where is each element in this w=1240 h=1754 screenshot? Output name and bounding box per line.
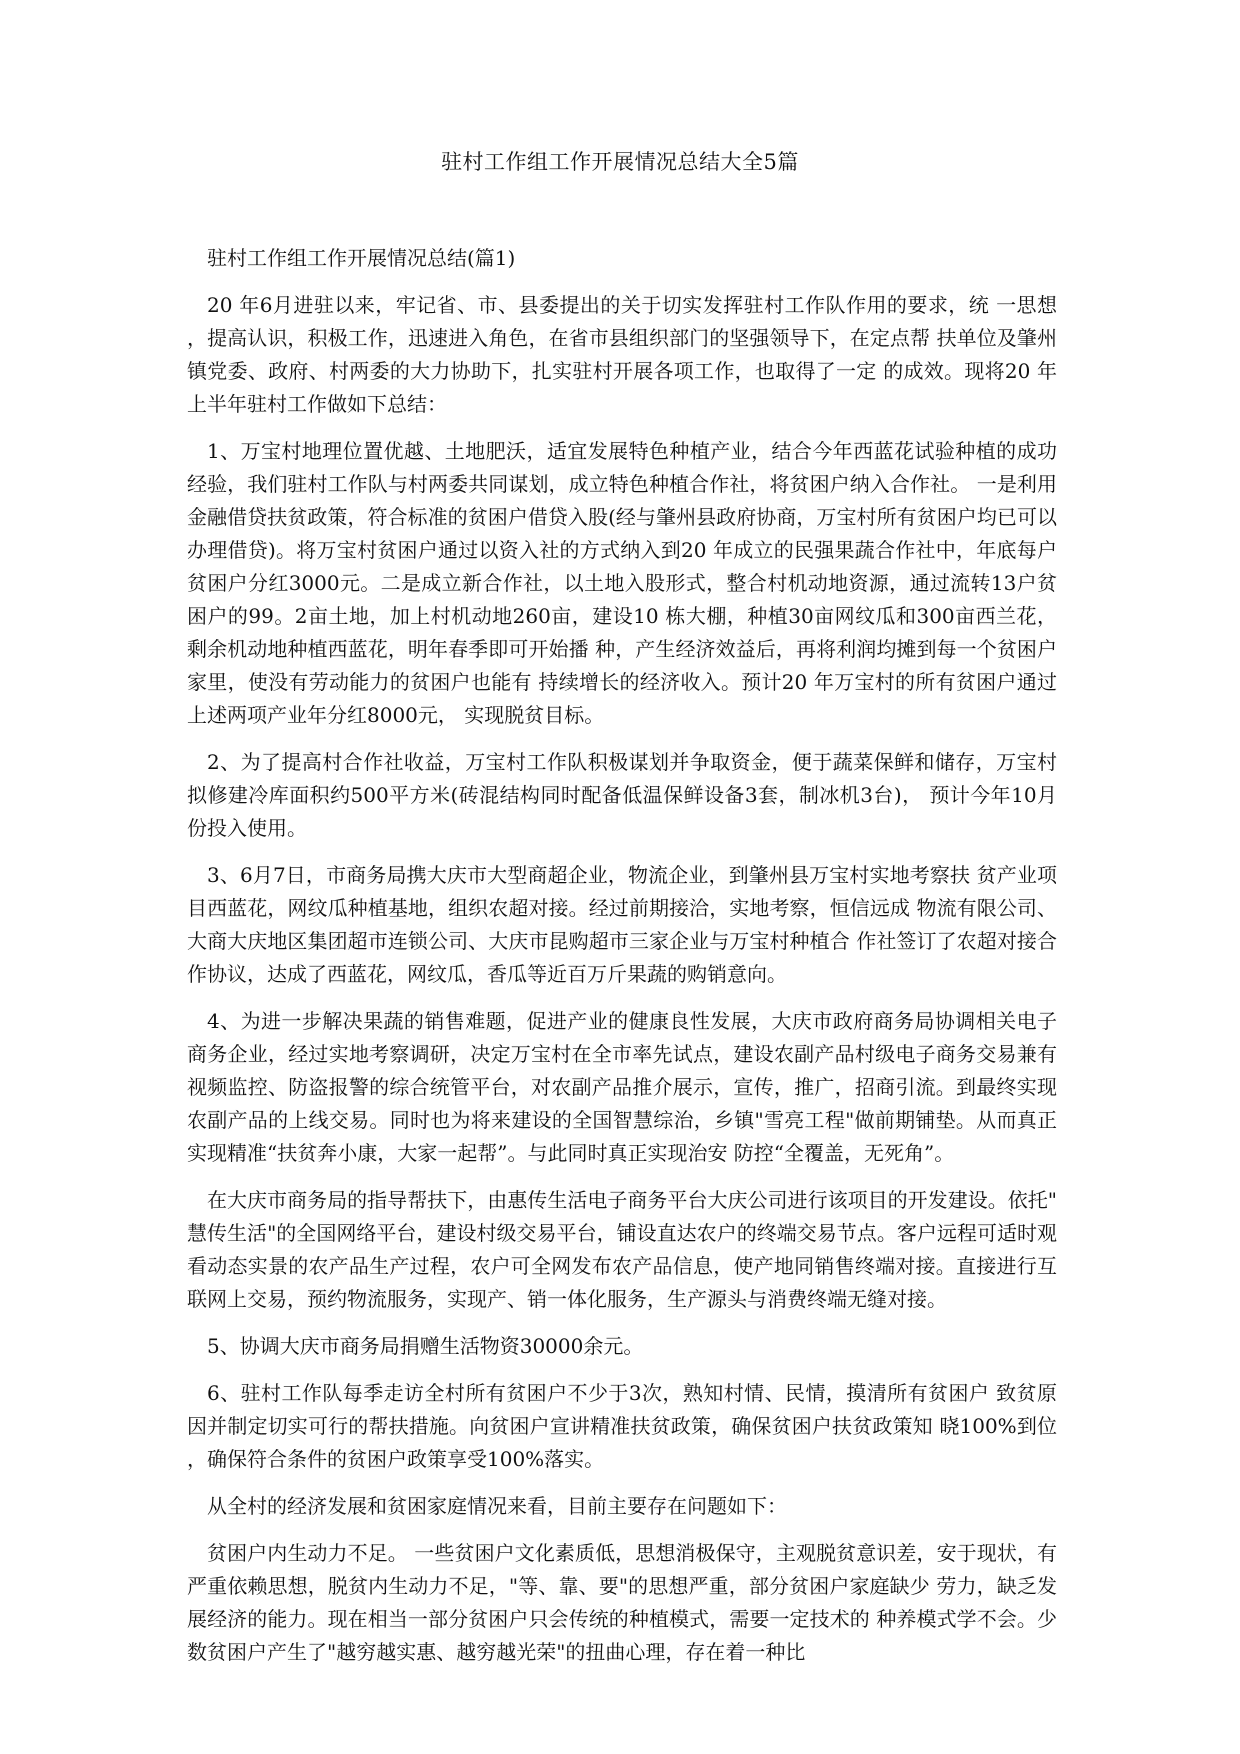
paragraph-item-5: 5、协调大庆市商务局捐赠生活物资30000余元。: [207, 1334, 644, 1358]
document-title: 驻村工作组工作开展情况总结大全5篇: [441, 150, 799, 174]
paragraph-platform: 在大庆市商务局的指导帮扶下，由惠传生活电子商务平台大庆公司进行该项目的开发建设。依托"慧传生活"的全国网络平台，建设村级交易平台，铺设直达农户的终端交易节点。客户远程可适时观看动态实景的农产品生产过程，农户可全网发布农产品信息，使产地同销售终端对接。直接进行互联网上交易，预约物流服务，实现产、销一体化服务，生产源头与消费终端无缝对接。: [187, 1188, 1057, 1311]
paragraph-item-1: 1、万宝村地理位置优越、土地肥沃，适宜发展特色种植产业，结合今年西蓝花试验种植的成功经验，我们驻村工作队与村两委共同谋划，成立特色种植合作社，将贫困户纳入合作社。 一是利用金融借贷扶贫政策，符合标准的贫困户借贷入股(经与肇州县政府协商，万宝村所有贫困户均已可以办理借贷)。将万宝村贫困户通过以资入社的方式纳入到20 年成立的民强果蔬合作社中，年底每户贫困户分红3000元。二是成立新合作社，以土地入股形式，整合村机动地资源，通过流转13户贫困户的99。2亩土地，加上村机动地260亩，建设10 栋大棚，种植30亩网纹瓜和300亩西兰花，剩余机动地种植西蓝花，明年春季即可开始播 种，产生经济效益后，再将利润均摊到每一个贫困户家里，使没有劳动能力的贫困户也能有 持续增长的经济收入。预计20 年万宝村的所有贫困户通过上述两项产业年分红8000元， 实现脱贫目标。: [187, 439, 1057, 727]
paragraph-item-4: 4、为进一步解决果蔬的销售难题，促进产业的健康良性发展，大庆市政府商务局协调相关电子商务企业，经过实地考察调研，决定万宝村在全市率先试点，建设农副产品村级电子商务交易兼有视频监控、防盗报警的综合统管平台，对农副产品推介展示，宣传，推广，招商引流。到最终实现农副产品的上线交易。同时也为将来建设的全国智慧综治，乡镇"雪亮工程"做前期铺垫。从而真正实现精准“扶贫奔小康，大家一起帮”。与此同时真正实现治安 防控“全覆盖，无死角”。: [187, 1009, 1057, 1165]
paragraph-problems-intro: 从全村的经济发展和贫困家庭情况来看，目前主要存在问题如下：: [207, 1494, 787, 1518]
paragraph-item-3: 3、6月7日，市商务局携大庆市大型商超企业，物流企业，到肇州县万宝村实地考察扶 贫产业项目西蓝花，网纹瓜种植基地，组织农超对接。经过前期接洽，实地考察，恒信远成 物流有限公司、大商大庆地区集团超市连锁公司、大庆市昆购超市三家企业与万宝村种植合 作社签订了农超对接合作协议，达成了西蓝花，网纹瓜，香瓜等近百万斤果蔬的购销意向。: [187, 863, 1057, 986]
paragraph-item-6: 6、驻村工作队每季走访全村所有贫困户不少于3次，熟知村情、民情，摸清所有贫困户 致贫原因并制定切实可行的帮扶措施。向贫困户宣讲精准扶贫政策，确保贫困户扶贫政策知 晓100%到位，确保符合条件的贫困户政策享受100%落实。: [187, 1381, 1057, 1471]
section-heading: 驻村工作组工作开展情况总结(篇1): [207, 246, 516, 270]
intro-paragraph: 20 年6月进驻以来，牢记省、市、县委提出的关于切实发挥驻村工作队作用的要求，统 一思想，提高认识，积极工作，迅速进入角色，在省市县组织部门的坚强领导下，在定点帮 扶单位及肇州镇党委、政府、村两委的大力协助下，扎实驻村开展各项工作，也取得了一定 的成效。现将20 年上半年驻村工作做如下总结：: [187, 293, 1057, 416]
paragraph-problem-1: 贫困户内生动力不足。 一些贫困户文化素质低，思想消极保守，主观脱贫意识差，安于现状，有严重依赖思想，脱贫内生动力不足，"等、靠、要"的思想严重，部分贫困户家庭缺少 劳力，缺乏发展经济的能力。现在相当一部分贫困户只会传统的种植模式，需要一定技术的 种养模式学不会。少数贫困户产生了"越穷越实惠、越穷越光荣"的扭曲心理，存在着一种比: [187, 1541, 1057, 1664]
document-body: [187, 242, 1057, 1683]
paragraph-item-2: 2、为了提高村合作社收益，万宝村工作队积极谋划并争取资金，便于蔬菜保鲜和储存，万宝村拟修建冷库面积约500平方米(砖混结构同时配备低温保鲜设备3套，制冰机3台)， 预计今年10月份投入使用。: [187, 750, 1057, 840]
